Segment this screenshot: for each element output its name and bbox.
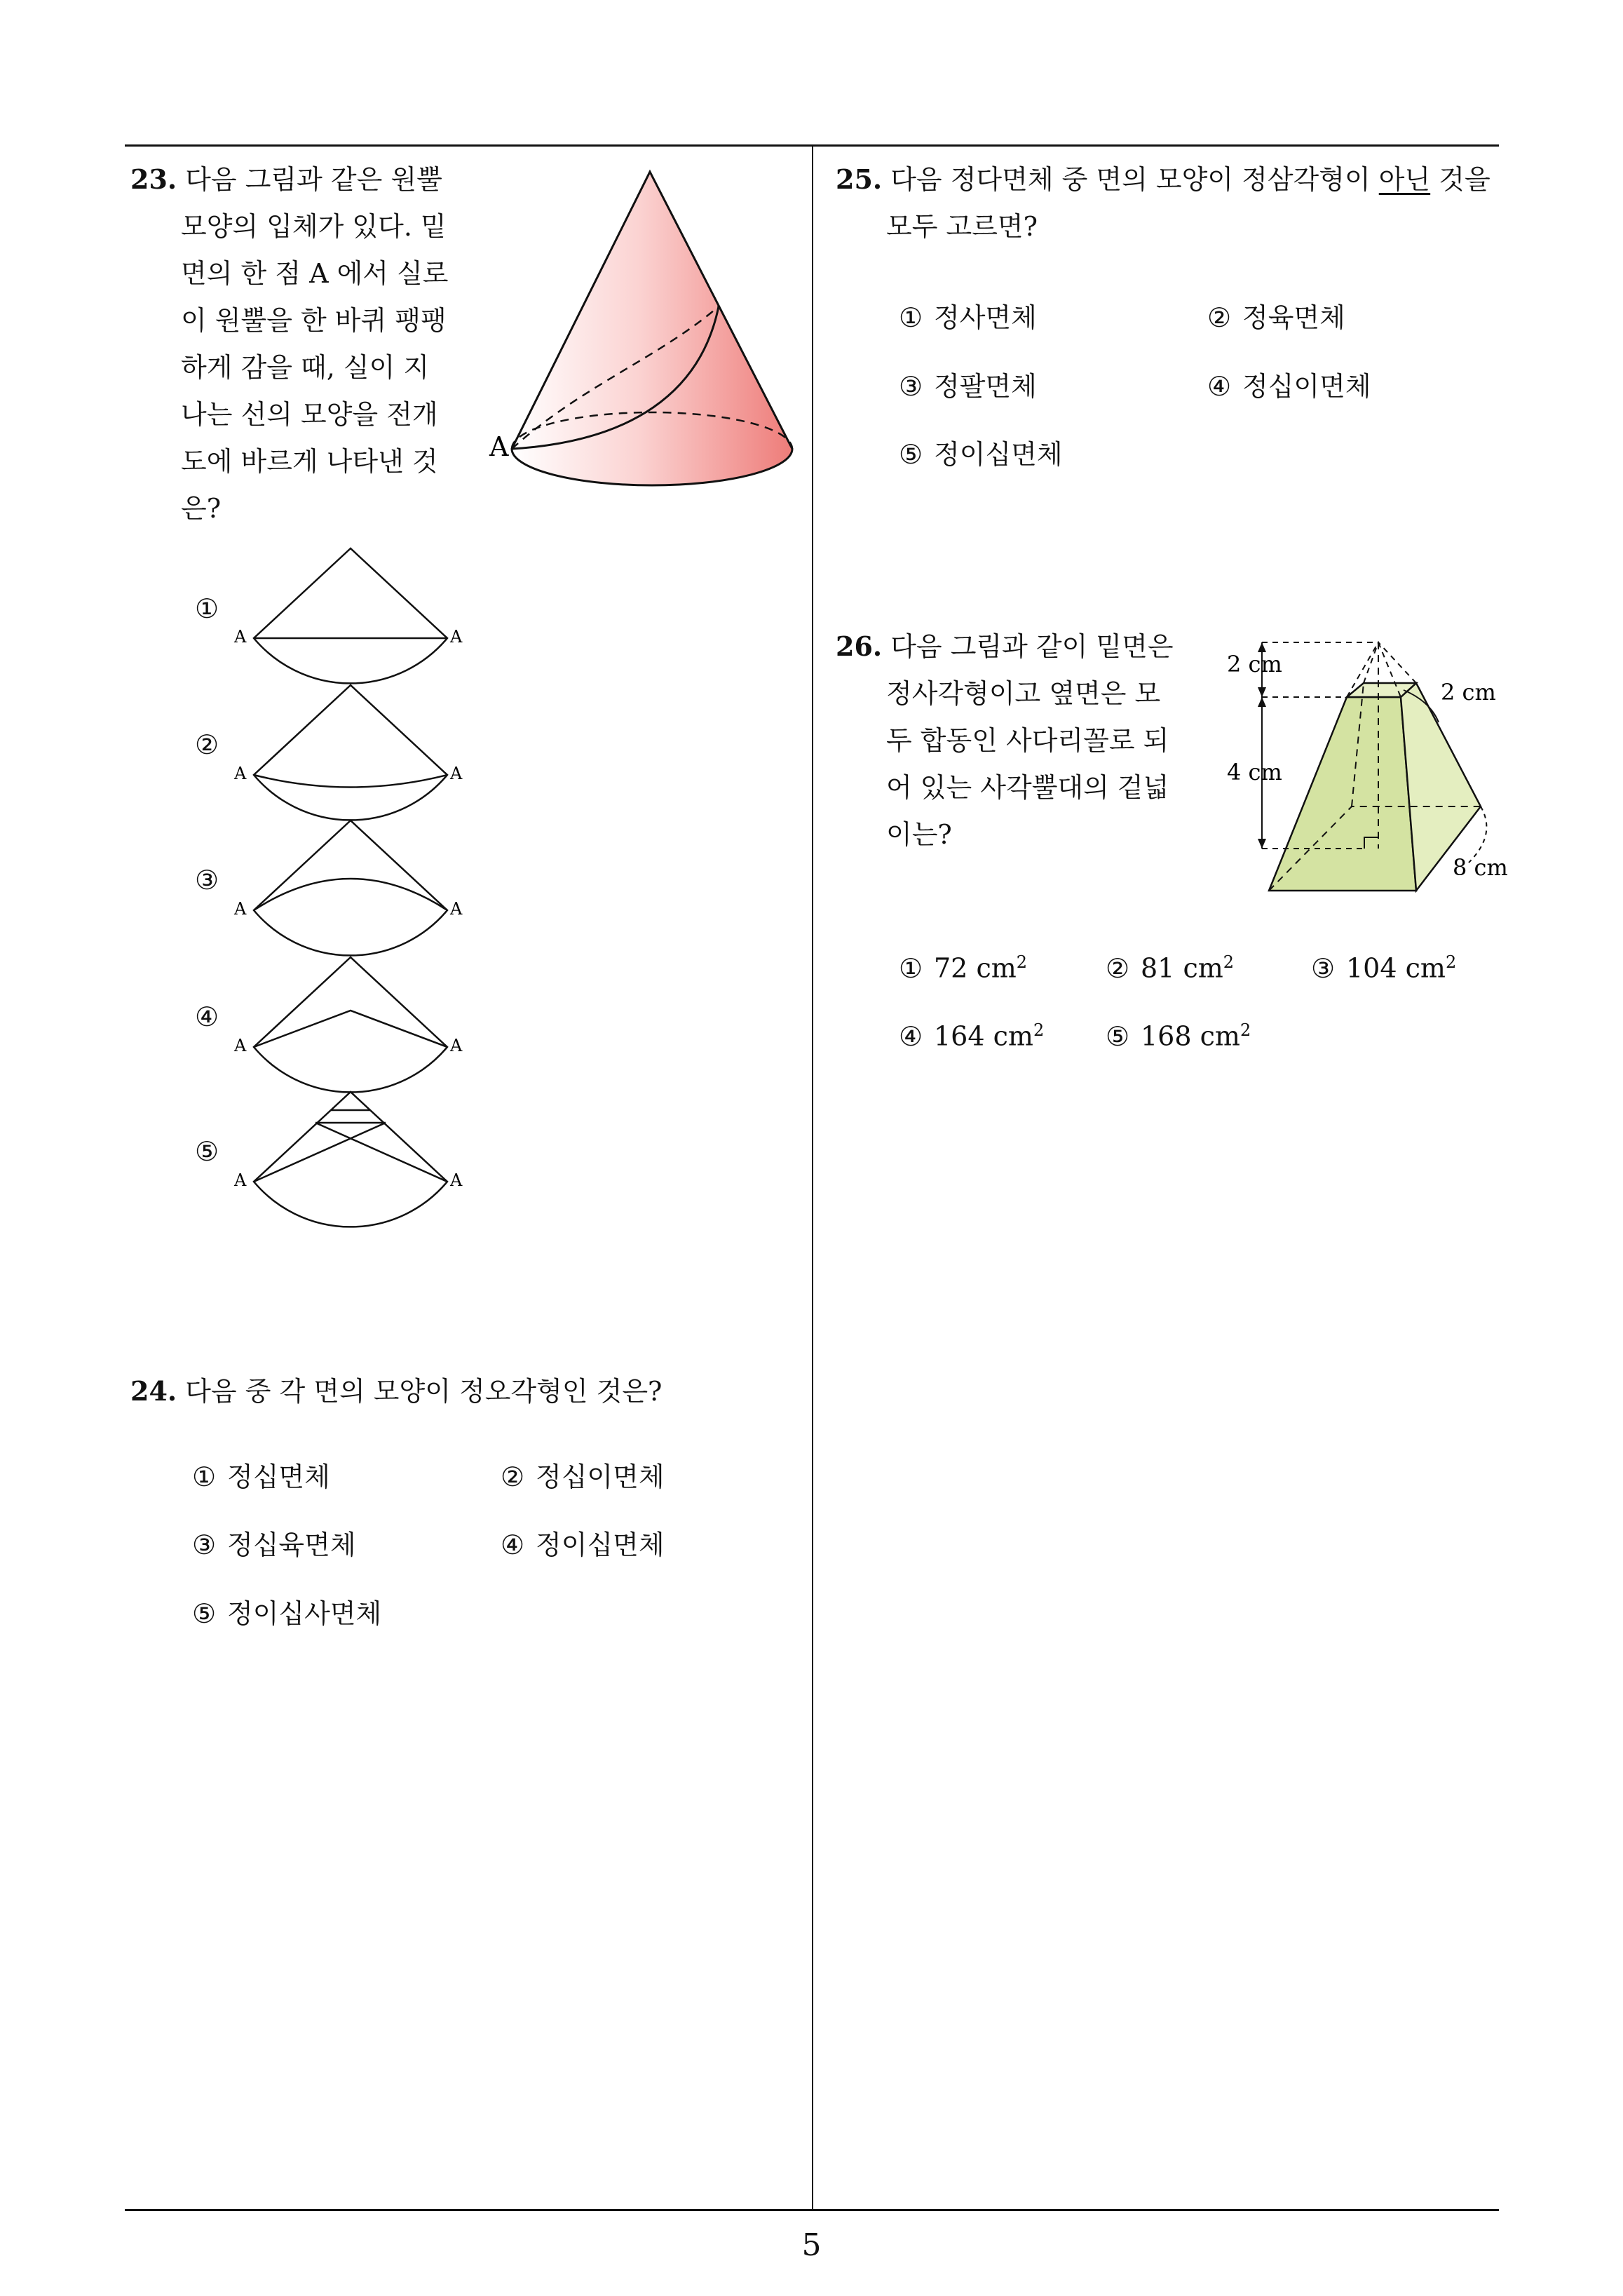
- choice-1[interactable]: [899, 952, 1027, 984]
- choice-mark: ①: [192, 1461, 217, 1492]
- choice-exponent: 2: [1016, 952, 1028, 972]
- choice-mark: ③: [192, 1529, 217, 1560]
- choice-3[interactable]: [192, 1523, 356, 1562]
- choice-3[interactable]: [899, 365, 1037, 403]
- left-point-label: A: [234, 899, 247, 919]
- question-number: 26.: [836, 630, 883, 662]
- label-top-edge: 2 cm: [1441, 679, 1496, 705]
- question-text-line: 다음 그림과 같이 밑면은: [890, 631, 1174, 662]
- choice-mark[interactable]: ②: [195, 729, 219, 760]
- choice-mark: ⑤: [192, 1598, 217, 1629]
- choice-mark: ④: [899, 1020, 923, 1052]
- choice-text: 정이십사면체: [227, 1598, 382, 1629]
- left-point-label: A: [234, 1170, 247, 1190]
- right-point-label: A: [450, 1170, 463, 1190]
- choice-1-diagram[interactable]: [231, 540, 470, 687]
- choice-mark[interactable]: ④: [195, 1001, 219, 1032]
- question-24: [130, 1368, 662, 1415]
- question-text: 다음 중 각 면의 모양이 정오각형인 것은?: [185, 1376, 663, 1407]
- question-text-line: 은?: [181, 493, 222, 524]
- choice-text: 정십이면체: [536, 1461, 665, 1492]
- right-point-label: A: [450, 764, 463, 783]
- question-number: 23.: [130, 163, 177, 195]
- question-25: [836, 156, 1490, 250]
- right-point-label: A: [450, 627, 463, 647]
- choice-3[interactable]: [1311, 952, 1456, 984]
- choice-text: 정사면체: [934, 302, 1037, 333]
- question-text-line: 이 원뿔을 한 바퀴 팽팽: [181, 305, 447, 336]
- choice-mark: ②: [1207, 302, 1232, 333]
- question-26: [836, 623, 1174, 858]
- choice-text: 정이십면체: [536, 1529, 665, 1560]
- choice-mark: ①: [899, 952, 923, 984]
- choice-mark: ④: [501, 1529, 525, 1560]
- bottom-rule: [125, 2209, 1499, 2211]
- choice-text: 정이십면체: [934, 439, 1063, 470]
- question-text-line: 이는?: [886, 819, 952, 850]
- left-point-label: A: [234, 1036, 247, 1055]
- label-top-height: 2 cm: [1227, 651, 1282, 677]
- choice-mark: ②: [501, 1461, 525, 1492]
- cone-point-label: A: [489, 431, 509, 462]
- choice-5[interactable]: [1106, 1020, 1251, 1052]
- choice-mark: ③: [1311, 952, 1336, 984]
- choice-2[interactable]: [1106, 952, 1234, 984]
- choice-exponent: 2: [1033, 1020, 1045, 1040]
- question-text-line: 다음 그림과 같은 원뿔: [185, 164, 442, 195]
- choice-text: 정십면체: [227, 1461, 330, 1492]
- choice-4[interactable]: [899, 1020, 1044, 1052]
- right-point-label: A: [450, 1036, 463, 1055]
- question-text-line: 어 있는 사각뿔대의 겉넓: [886, 772, 1169, 803]
- left-point-label: A: [234, 627, 247, 647]
- choice-mark[interactable]: ③: [195, 865, 219, 896]
- choice-4-diagram[interactable]: [231, 949, 470, 1096]
- label-bottom-edge: 8 cm: [1453, 854, 1508, 881]
- question-text-line: 모두 고르면?: [886, 211, 1038, 242]
- choice-unit: cm: [1405, 952, 1446, 984]
- choice-exponent: 2: [1445, 952, 1457, 972]
- choice-text: 정팔면체: [934, 371, 1037, 402]
- choice-value: 104: [1346, 952, 1397, 984]
- choice-3-diagram[interactable]: [231, 812, 470, 959]
- left-point-label: A: [234, 764, 247, 783]
- choice-5-diagram[interactable]: [231, 1083, 470, 1231]
- choice-5[interactable]: [899, 433, 1063, 471]
- underlined-word: 아닌: [1378, 164, 1431, 195]
- question-23: [130, 156, 449, 532]
- choice-unit: cm: [1183, 952, 1223, 984]
- choice-mark: ②: [1106, 952, 1130, 984]
- question-text-line: 하게 감을 때, 실이 지: [181, 352, 430, 383]
- choice-5[interactable]: [192, 1592, 381, 1630]
- question-text-line: 나는 선의 모양을 전개: [181, 399, 438, 430]
- choice-1[interactable]: [899, 296, 1037, 335]
- choice-unit: cm: [1200, 1020, 1240, 1052]
- question-text: 다음 정다면체 중 면의 모양이 정삼각형이: [890, 164, 1379, 195]
- choice-mark: ④: [1207, 371, 1232, 402]
- choice-mark: ⑤: [899, 439, 923, 470]
- choice-mark: ①: [899, 302, 923, 333]
- choice-mark: ③: [899, 371, 923, 402]
- choice-2[interactable]: [1207, 296, 1345, 335]
- question-number: 24.: [130, 1375, 177, 1407]
- choice-4[interactable]: [501, 1523, 665, 1562]
- page-number: 5: [801, 2227, 822, 2263]
- question-text-line: 도에 바르게 나타낸 것: [181, 446, 438, 477]
- choice-value: 81: [1141, 952, 1175, 984]
- choice-text: 정십이면체: [1242, 371, 1371, 402]
- right-point-label: A: [450, 899, 463, 919]
- question-text-line: 면의 한 점 A 에서 실로: [181, 258, 449, 289]
- choice-text: 정육면체: [1242, 302, 1345, 333]
- frustum-figure: [1220, 617, 1556, 898]
- choice-1[interactable]: [192, 1455, 330, 1494]
- choice-mark: ⑤: [1106, 1020, 1130, 1052]
- question-text-line: 모양의 입체가 있다. 밑: [181, 211, 447, 242]
- choice-exponent: 2: [1240, 1020, 1251, 1040]
- choice-2-diagram[interactable]: [231, 677, 470, 824]
- choice-mark[interactable]: ⑤: [195, 1136, 219, 1167]
- choice-unit: cm: [993, 1020, 1033, 1052]
- question-text-line: 두 합동인 사다리꼴로 되: [886, 725, 1169, 756]
- cone-figure: [477, 161, 806, 505]
- question-text: 것을: [1430, 164, 1490, 195]
- choice-value: 72: [934, 952, 968, 984]
- choice-value: 168: [1141, 1020, 1192, 1052]
- choice-exponent: 2: [1223, 952, 1235, 972]
- label-height: 4 cm: [1227, 759, 1282, 785]
- choice-mark[interactable]: ①: [195, 593, 219, 624]
- choice-2[interactable]: [501, 1455, 665, 1494]
- choice-unit: cm: [976, 952, 1017, 984]
- column-divider: [812, 144, 813, 2210]
- cone-body: [512, 172, 792, 485]
- choice-4[interactable]: [1207, 365, 1371, 403]
- choice-value: 164: [934, 1020, 985, 1052]
- choice-text: 정십육면체: [227, 1529, 356, 1560]
- question-text-line: 정사각형이고 옆면은 모: [886, 678, 1161, 709]
- question-number: 25.: [836, 163, 883, 195]
